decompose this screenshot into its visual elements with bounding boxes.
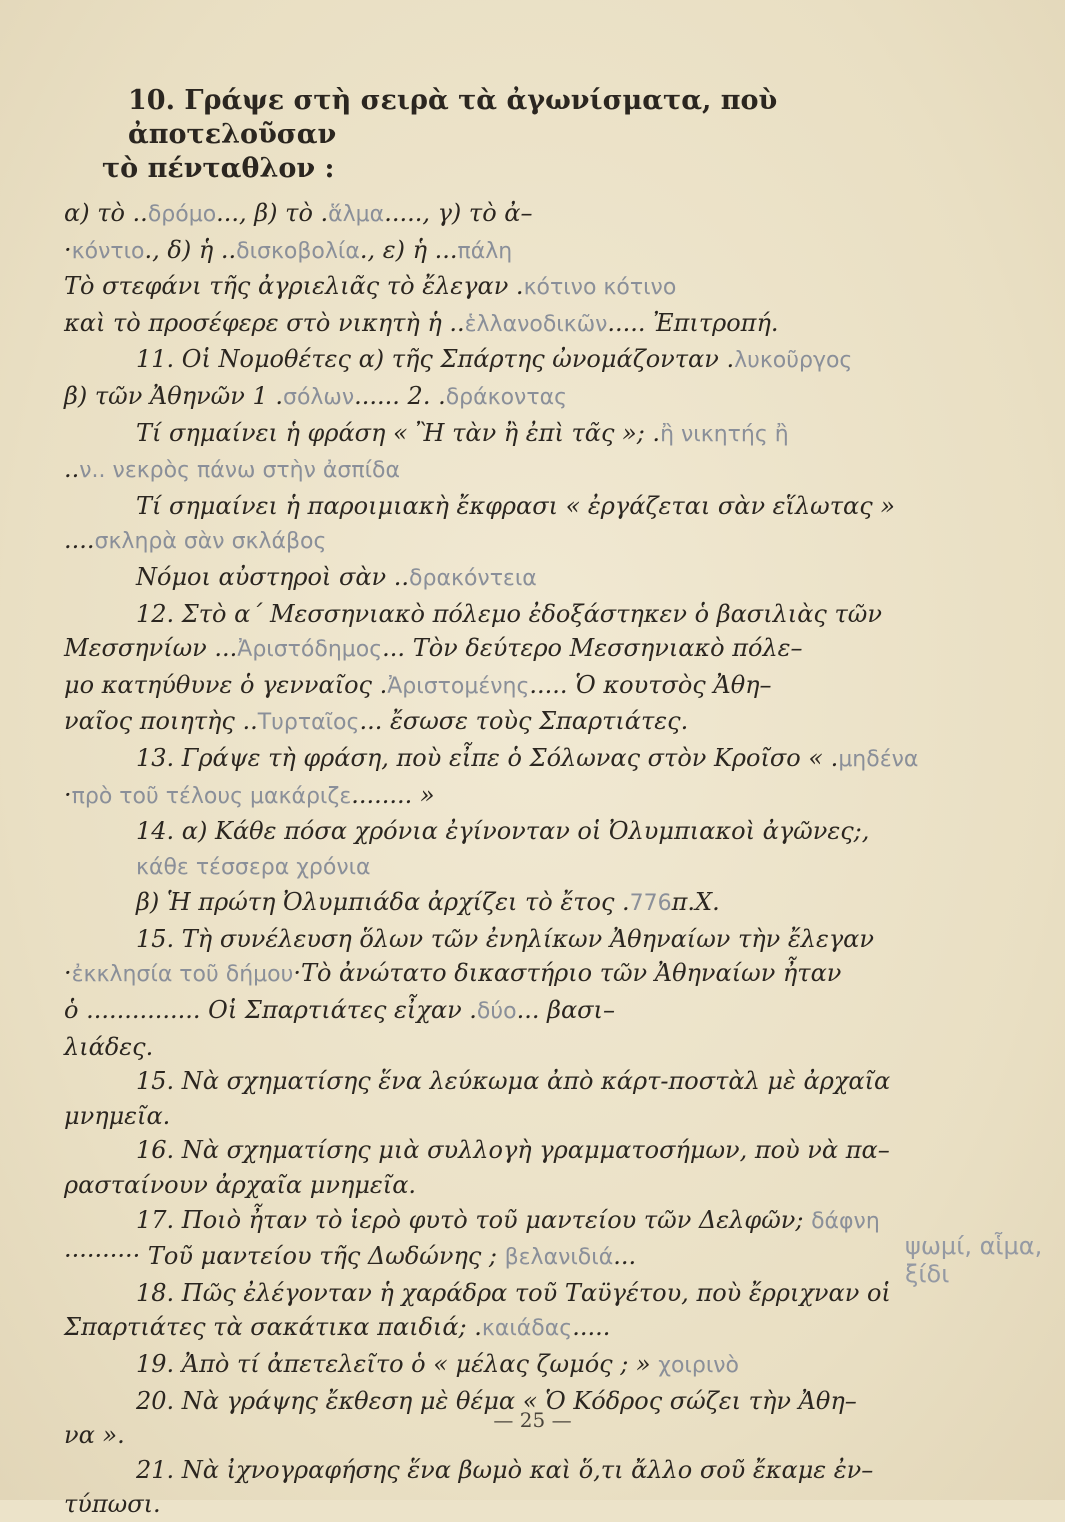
printed-text: α) τὸ .. <box>64 199 148 227</box>
printed-text: 20. Νὰ γράψης ἔκθεση μὲ θέμα « Ὁ Κόδρος σώζει τὴν Ἀθη– <box>136 1386 857 1415</box>
exercise-line <box>40 1239 955 1276</box>
handwritten-answer: ἑλλανοδικῶν <box>464 311 608 337</box>
exercise-line <box>40 885 955 922</box>
printed-text: β) Ἡ πρώτη Ὀλυμπιάδα ἀρχίζει τὸ ἔτος . <box>136 888 630 917</box>
printed-text: π.Χ. <box>671 888 720 917</box>
handwritten-answer: κάθε τέσσερα χρόνια <box>136 854 371 880</box>
printed-text: ., δ) ἡ .. <box>144 235 237 264</box>
printed-text: ·········· Τοῦ μαντείου τῆς Δωδώνης ; <box>64 1242 505 1271</box>
exercise-line <box>40 306 955 343</box>
handwritten-answer: Τυρταῖος <box>257 710 360 736</box>
handwritten-answer: δράκοντας <box>445 384 568 410</box>
exercise-line <box>40 597 955 632</box>
exercise-line <box>40 993 955 1030</box>
handwritten-answer: χοιρινὸ <box>658 1353 740 1378</box>
exercise-line <box>40 523 955 560</box>
printed-text: 14. α) Κάθε πόσα χρόνια ἐγίνονταν οἱ Ὀλυμπιακοὶ ἀγῶνες;, <box>136 817 870 846</box>
exercise-line <box>40 849 955 886</box>
printed-text: ., ε) ἡ ... <box>359 235 458 264</box>
printed-text: ρασταίνουν ἀρχαῖα μνημεῖα. <box>64 1171 417 1200</box>
exercise-line <box>40 452 955 489</box>
printed-text: καὶ τὸ προσέφερε στὸ νικητὴ ἡ .. <box>64 308 465 337</box>
exercise-line <box>40 956 955 993</box>
printed-text: ναῖος ποιητὴς .. <box>64 707 258 736</box>
printed-text: ... Τὸν δεύτερο Μεσσηνιακὸ πόλε– <box>382 634 803 663</box>
handwritten-answer: Ἀριστόδημος <box>237 637 383 663</box>
exercise-lines <box>40 196 955 1522</box>
exercise-line <box>40 1168 955 1203</box>
handwritten-answer: ἅλμα <box>328 202 385 227</box>
handwritten-answer: δάφνη <box>811 1208 880 1234</box>
handwritten-answer: λυκοῦργος <box>734 348 853 374</box>
handwritten-answer: πρὸ τοῦ τέλους μακάριζε <box>71 783 352 809</box>
exercise-line <box>40 269 955 306</box>
exercise-line <box>40 922 955 957</box>
handwritten-answer: σόλων <box>283 384 355 410</box>
printed-text: ..., β) τὸ . <box>216 199 329 227</box>
exercise-line <box>40 704 955 741</box>
printed-text: 15. Νὰ σχηματίσης ἕνα λεύκωμα ἀπὸ κάρτ-ποστὰλ μὲ ἀρχαῖα <box>136 1067 891 1096</box>
exercise-line <box>40 1203 955 1240</box>
printed-text: μο κατηύθυνε ὁ γενναῖος . <box>64 670 388 699</box>
handwritten-answer: κότινο κότινο <box>523 275 677 301</box>
printed-text: ....., γ) τὸ ἀ– <box>384 199 533 227</box>
printed-text: 15. Τὴ συνέλευση ὅλων τῶν ἐνηλίκων Ἀθηναίων τὴν ἔλεγαν <box>136 924 874 953</box>
printed-text: ..... Ἐπιτροπή. <box>607 308 779 337</box>
handwritten-margin-note: ψωμί, αἷμα, ξίδι <box>905 1232 1043 1288</box>
printed-text: μνημεῖα. <box>64 1101 171 1130</box>
handwritten-answer: ἐκκλησία τοῦ δήμου <box>71 962 294 988</box>
exercise-line <box>40 1133 955 1168</box>
exercise-line <box>40 1453 955 1488</box>
printed-text: .... <box>64 526 95 555</box>
handwritten-answer: κόντιο <box>71 238 145 264</box>
printed-text: Σπαρτιάτες τὰ σακάτικα παιδιά; . <box>64 1313 482 1342</box>
printed-text: · <box>64 780 72 809</box>
exercise-line <box>40 342 955 379</box>
question-10-title-cont: τὸ πένταθλον : <box>102 153 335 184</box>
exercise-line <box>40 814 955 849</box>
handwritten-answer: δισκοβολία <box>236 238 360 264</box>
handwritten-answer: πάλη <box>457 238 513 264</box>
exercise-line <box>40 1030 955 1065</box>
printed-text: 21. Νὰ ἰχνογραφήσης ἕνα βωμὸ καὶ ὅ,τι ἄλλο σοῦ ἔκαμε ἐν– <box>136 1455 874 1484</box>
exercise-line <box>40 233 955 270</box>
exercise-line <box>40 560 955 597</box>
printed-text: ·Τὸ ἀνώτατο δικαστήριο τῶν Ἀθηναίων ἦταν <box>293 959 842 988</box>
printed-text: 13. Γράψε τὴ φράση, ποὺ εἶπε ὁ Σόλωνας στὸν Κροῖσο « . <box>136 743 839 772</box>
handwritten-answer: σκληρὰ σὰν σκλάβος <box>94 529 327 555</box>
handwritten-answer: ἢ νικητής ἢ <box>660 421 789 447</box>
printed-text: Τί σημαίνει ἡ φράση « Ἢ τὰν ἢ ἐπὶ τᾶς »; . <box>136 418 661 447</box>
exercise-line <box>40 778 955 815</box>
exercise-line <box>40 741 955 778</box>
printed-text: 18. Πῶς ἐλέγονταν ἡ χαράδρα τοῦ Ταϋγέτου, ποὺ ἔρριχναν οἱ <box>136 1278 891 1307</box>
printed-text: 19. Ἀπὸ τί ἀπετελεῖτο ὁ « μέλας ζωμός ; » <box>136 1350 659 1378</box>
exercise-line <box>40 1347 955 1384</box>
printed-text: ὁ ............... Οἱ Σπαρτιάτες εἶχαν . <box>64 996 477 1025</box>
printed-text: ..... Ὁ κουτσὸς Ἀθη– <box>529 670 772 699</box>
question-10-title: 10. Γράψε στὴ σειρὰ τὰ ἀγωνίσματα, ποὺ ἀποτελοῦσαν <box>128 85 778 150</box>
printed-text: · <box>64 235 72 264</box>
printed-text: Νόμοι αὐστηροὶ σὰν .. <box>136 562 410 591</box>
handwritten-answer: μηδένα <box>838 746 919 772</box>
exercise-line <box>40 1276 955 1311</box>
printed-text: ... βασι– <box>516 996 615 1025</box>
printed-text: Τὸ στεφάνι τῆς ἀγριελιᾶς τὸ ἔλεγαν . <box>64 272 524 301</box>
exercise-line <box>40 379 955 416</box>
printed-text: .. <box>64 455 80 484</box>
printed-text: 12. Στὸ α΄ Μεσσηνιακὸ πόλεμο ἐδοξάστηκεν ὁ βασιλιὰς τῶν <box>136 599 882 628</box>
handwritten-answer: ν.. νεκρὸς πάνω στὴν ἀσπίδα <box>79 458 400 484</box>
printed-text: ........ » <box>351 780 435 809</box>
exercise-line <box>40 1064 955 1099</box>
printed-text: λιάδες. <box>64 1032 154 1061</box>
printed-text: ...... 2. . <box>354 381 446 410</box>
printed-text: 16. Νὰ σχηματίσης μιὰ συλλογὴ γραμματοσήμων, ποὺ νὰ πα– <box>136 1136 890 1165</box>
printed-text: να ». <box>64 1421 125 1450</box>
printed-text: 11. Οἱ Νομοθέτες α) τῆς Σπάρτης ὠνομάζονταν . <box>136 345 735 374</box>
handwritten-answer: δρόμο <box>147 202 217 227</box>
exercise-line <box>40 1487 955 1522</box>
printed-text: ... <box>613 1242 637 1271</box>
handwritten-answer: δρακόντεια <box>409 565 537 591</box>
handwritten-answer: Ἀριστομένης <box>387 673 530 699</box>
printed-text: Μεσσηνίων ... <box>64 634 238 663</box>
page-number: — 25 — <box>493 1408 572 1432</box>
handwritten-answer: καιάδας <box>481 1316 573 1342</box>
handwritten-answer: 776 <box>629 891 672 917</box>
printed-text: β) τῶν Ἀθηνῶν 1 . <box>64 381 283 410</box>
exercise-line <box>40 668 955 705</box>
printed-text: 17. Ποιὸ ἦταν τὸ ἱερὸ φυτὸ τοῦ μαντείου τῶν Δελφῶν; <box>136 1205 812 1234</box>
exercise-line <box>40 196 955 233</box>
handwritten-answer: βελανιδιά <box>504 1245 614 1271</box>
exercise-line <box>40 1310 955 1347</box>
exercise-line <box>40 631 955 668</box>
printed-text: ... ἔσωσε τοὺς Σπαρτιάτες. <box>359 707 689 736</box>
printed-text: τύπωσι. <box>64 1490 161 1519</box>
exercise-line <box>40 416 955 453</box>
printed-text: · <box>64 959 72 988</box>
exercise-line <box>40 489 955 524</box>
exercise-line <box>40 1099 955 1134</box>
printed-text: Τί σημαίνει ἡ παροιμιακὴ ἔκφρασι « ἐργάζεται σὰν εἵλωτας » <box>136 491 895 520</box>
printed-text: ..... <box>572 1313 611 1342</box>
handwritten-answer: δύο <box>476 999 517 1025</box>
